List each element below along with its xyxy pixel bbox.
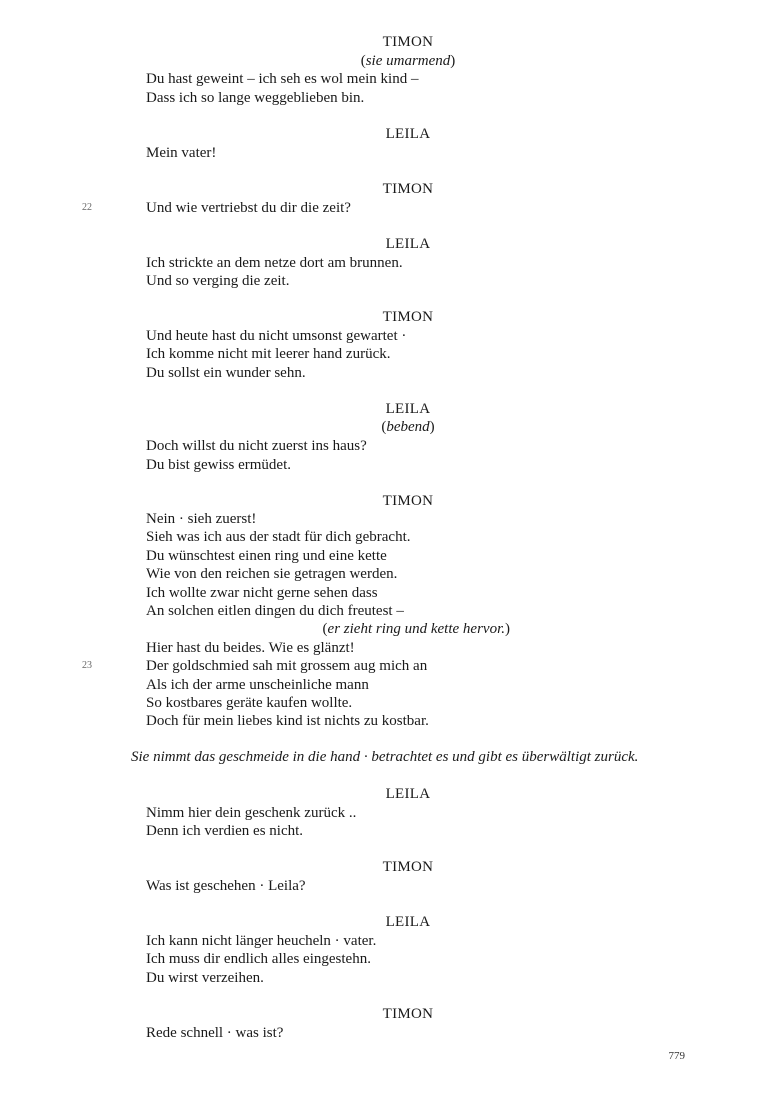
speaker-name: LEILA bbox=[385, 126, 431, 142]
verse-line: Du wünschtest einen ring und eine kette bbox=[146, 548, 387, 564]
verse-line: Hier hast du beides. Wie es glänzt! bbox=[146, 640, 355, 656]
speaker-name: TIMON bbox=[382, 493, 434, 509]
inline-stage-direction: (er zieht ring und kette hervor.) bbox=[322, 621, 510, 637]
speaker-name: LEILA bbox=[385, 914, 431, 930]
verse-line: Rede schnell · was ist? bbox=[146, 1025, 284, 1041]
verse-line: Du wirst verzeihen. bbox=[146, 970, 264, 986]
verse-line: Der goldschmied sah mit grossem aug mich an bbox=[146, 658, 428, 674]
stage-direction: (bebend) bbox=[381, 419, 435, 435]
verse-line: An solchen eitlen dingen du dich freutest – bbox=[146, 603, 404, 619]
stage-direction-paragraph: Sie nimmt das geschmeide in die hand · betrachtet es und gibt es überwältigt zurück. bbox=[131, 749, 639, 765]
speaker-name: TIMON bbox=[382, 34, 434, 50]
speaker-name: TIMON bbox=[382, 309, 434, 325]
verse-line: Wie von den reichen sie getragen werden. bbox=[146, 566, 398, 582]
verse-line: Und wie vertriebst du dir die zeit? bbox=[146, 200, 351, 216]
speaker-name: TIMON bbox=[382, 859, 434, 875]
verse-line: Ich strickte an dem netze dort am brunnen. bbox=[146, 255, 403, 271]
verse-line: Ich wollte zwar nicht gerne sehen dass bbox=[146, 585, 378, 601]
margin-line-number: 23 bbox=[82, 660, 92, 671]
verse-line: Du hast geweint – ich seh es wol mein kind – bbox=[146, 71, 419, 87]
verse-line: Doch für mein liebes kind ist nichts zu kostbar. bbox=[146, 713, 429, 729]
verse-line: Nein · sieh zuerst! bbox=[146, 511, 257, 527]
page-number: 779 bbox=[668, 1050, 685, 1062]
verse-line: Ich muss dir endlich alles eingestehn. bbox=[146, 951, 371, 967]
verse-line: Denn ich verdien es nicht. bbox=[146, 823, 304, 839]
verse-line: Ich kann nicht länger heucheln · vater. bbox=[146, 933, 377, 949]
verse-line: Was ist geschehen · Leila? bbox=[146, 878, 306, 894]
speaker-name: LEILA bbox=[385, 236, 431, 252]
speaker-name: LEILA bbox=[385, 401, 431, 417]
speaker-name: LEILA bbox=[385, 786, 431, 802]
verse-line: Ich komme nicht mit leerer hand zurück. bbox=[146, 346, 391, 362]
verse-line: Du sollst ein wunder sehn. bbox=[146, 365, 306, 381]
speaker-name: TIMON bbox=[382, 1006, 434, 1022]
verse-line: Nimm hier dein geschenk zurück .. bbox=[146, 805, 357, 821]
verse-line: So kostbares geräte kaufen wollte. bbox=[146, 695, 353, 711]
speaker-name: TIMON bbox=[382, 181, 434, 197]
verse-line: Und heute hast du nicht umsonst gewartet · bbox=[146, 328, 407, 344]
verse-line: Sieh was ich aus der stadt für dich gebracht. bbox=[146, 529, 411, 545]
stage-direction: (sie umarmend) bbox=[360, 53, 456, 69]
verse-line: Du bist gewiss ermüdet. bbox=[146, 457, 291, 473]
verse-line: Und so verging die zeit. bbox=[146, 273, 290, 289]
verse-line: Dass ich so lange weggeblieben bin. bbox=[146, 90, 365, 106]
verse-line: Als ich der arme unscheinliche mann bbox=[146, 677, 369, 693]
verse-line: Doch willst du nicht zuerst ins haus? bbox=[146, 438, 367, 454]
margin-line-number: 22 bbox=[82, 202, 92, 213]
verse-line: Mein vater! bbox=[146, 145, 217, 161]
